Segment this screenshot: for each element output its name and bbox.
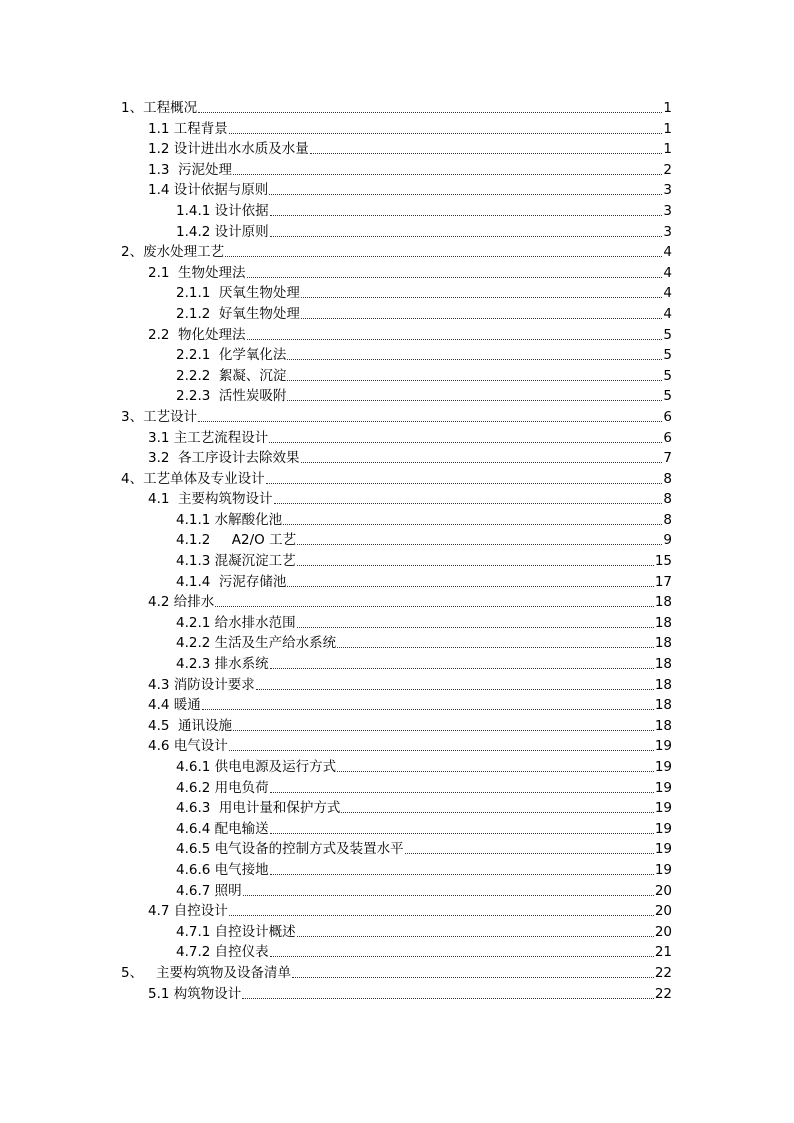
toc-entry-page-number: 21 (654, 944, 672, 961)
toc-entry-label: 2.1.1 厌氧生物处理 (176, 285, 300, 302)
dot-leader (270, 778, 654, 793)
toc-entry[interactable] (0, 798, 794, 819)
toc-entry-page-number: 1 (663, 120, 672, 137)
toc-entry[interactable] (0, 489, 794, 510)
toc-entry-page-number: 5 (663, 347, 672, 364)
toc-entry-label: 4.6.4 配电输送 (176, 820, 269, 837)
toc-entry[interactable] (0, 860, 794, 881)
toc-entry-page-number: 4 (663, 244, 672, 261)
toc-entry-label: 1.4 设计依据与原则 (148, 182, 269, 199)
toc-entry[interactable] (0, 428, 794, 449)
dot-leader (202, 695, 654, 710)
toc-entry-label: 5、 主要构筑物及设备清单 (121, 964, 291, 981)
toc-entry[interactable] (0, 407, 794, 428)
toc-entry-page-number: 19 (654, 841, 672, 858)
toc-entry[interactable] (0, 572, 794, 593)
dot-leader (198, 98, 662, 113)
toc-entry[interactable] (0, 654, 794, 675)
toc-entry-label: 2.2.2 絮凝、沉淀 (176, 367, 287, 384)
toc-entry-label: 4.1.4 污泥存储池 (176, 573, 287, 590)
toc-entry[interactable] (0, 922, 794, 943)
toc-entry[interactable] (0, 304, 794, 325)
toc-entry-page-number: 20 (654, 882, 672, 899)
toc-entry[interactable] (0, 469, 794, 490)
toc-entry[interactable] (0, 345, 794, 366)
dot-leader (247, 325, 663, 340)
dot-leader (310, 139, 663, 154)
toc-entry-page-number: 1 (663, 100, 672, 116)
toc-entry[interactable] (0, 201, 794, 222)
toc-entry[interactable] (0, 366, 794, 387)
toc-entry[interactable] (0, 592, 794, 613)
dot-leader (287, 386, 662, 401)
toc-entry-label: 1.3 污泥处理 (148, 161, 233, 178)
toc-entry[interactable] (0, 510, 794, 531)
toc-entry[interactable] (0, 119, 794, 140)
toc-entry[interactable] (0, 695, 794, 716)
toc-entry-page-number: 15 (654, 553, 672, 570)
toc-entry-label: 4.6.7 照明 (176, 882, 242, 899)
toc-entry-page-number: 5 (663, 388, 672, 405)
toc-entry[interactable] (0, 263, 794, 284)
toc-entry-page-number: 18 (654, 697, 672, 714)
dot-leader (242, 984, 654, 999)
toc-entry-label: 3、工艺设计 (121, 408, 198, 425)
dot-leader (233, 716, 654, 731)
toc-entry[interactable] (0, 633, 794, 654)
toc-entry-page-number: 4 (663, 264, 672, 281)
toc-entry-page-number: 1 (663, 141, 672, 158)
toc-entry-page-number: 19 (654, 861, 672, 878)
toc-entry[interactable] (0, 963, 794, 984)
toc-entry-page-number: 18 (654, 717, 672, 734)
toc-entry-page-number: 18 (654, 594, 672, 611)
toc-entry-page-number: 22 (654, 985, 672, 1002)
dot-leader (301, 448, 663, 463)
toc-entry-label: 4.2.3 排水系统 (176, 656, 269, 673)
toc-entry-label: 1、工程概况 (121, 100, 198, 116)
dot-leader (215, 592, 654, 607)
dot-leader (292, 963, 654, 978)
toc-entry-label: 1.2 设计进出水水质及水量 (148, 141, 309, 158)
dot-leader (287, 366, 662, 381)
toc-entry-label: 4、工艺单体及专业设计 (121, 470, 265, 487)
toc-entry[interactable] (0, 736, 794, 757)
toc-entry-label: 4.2.2 生活及生产给水系统 (176, 635, 337, 652)
toc-entry[interactable] (0, 716, 794, 737)
toc-entry[interactable] (0, 283, 794, 304)
toc-entry-page-number: 7 (663, 450, 672, 467)
dot-leader (341, 798, 653, 813)
toc-entry-page-number: 6 (663, 429, 672, 446)
toc-entry-label: 2.1 生物处理法 (148, 264, 246, 281)
toc-entry-label: 4.2 给排水 (148, 594, 215, 611)
toc-entry-label: 4.6.3 用电计量和保护方式 (176, 800, 341, 817)
dot-leader (297, 530, 662, 545)
dot-leader (266, 469, 663, 484)
toc-entry-label: 4.4 暖通 (148, 697, 201, 714)
toc-entry[interactable] (0, 386, 794, 407)
toc-entry-page-number: 18 (654, 614, 672, 631)
toc-entry-page-number: 18 (654, 656, 672, 673)
toc-entry-label: 4.2.1 给水排水范围 (176, 614, 296, 631)
toc-entry[interactable] (0, 222, 794, 243)
toc-entry[interactable] (0, 613, 794, 634)
dot-leader (405, 839, 654, 854)
toc-entry[interactable] (0, 530, 794, 551)
toc-entry-label: 4.6.1 供电电源及运行方式 (176, 759, 337, 775)
dot-leader (297, 922, 654, 937)
toc-entry-page-number: 22 (654, 964, 672, 981)
dot-leader (233, 160, 662, 175)
toc-entry-label: 4.6.5 电气设备的控制方式及装置水平 (176, 841, 404, 858)
toc-entry-label: 5.1 构筑物设计 (148, 985, 242, 1002)
toc-entry[interactable] (0, 180, 794, 201)
toc-entry-page-number: 20 (654, 903, 672, 920)
toc-entry-page-number: 5 (663, 326, 672, 343)
dot-leader (247, 263, 663, 278)
toc-entry-label: 1.4.1 设计依据 (176, 202, 269, 219)
dot-leader (198, 407, 662, 422)
toc-entry-label: 4.6 电气设计 (148, 738, 228, 755)
dot-leader (270, 222, 663, 237)
dot-leader (337, 633, 654, 648)
toc-entry-label: 4.1.1 水解酸化池 (176, 511, 283, 528)
toc-entry-label: 2.1.2 好氧生物处理 (176, 305, 300, 322)
toc-entry-label: 4.7.1 自控设计概述 (176, 923, 296, 940)
toc-entry[interactable] (0, 160, 794, 181)
dot-leader (297, 551, 654, 566)
dot-leader (287, 345, 662, 360)
toc-entry[interactable] (0, 778, 794, 799)
toc-entry-label: 2.2 物化处理法 (148, 326, 246, 343)
toc-entry-page-number: 19 (654, 779, 672, 796)
toc-entry[interactable] (0, 942, 794, 963)
dot-leader (269, 428, 662, 443)
dot-leader (283, 510, 662, 525)
toc-entry-label: 2.2.1 化学氧化法 (176, 347, 287, 364)
toc-entry-page-number: 4 (663, 305, 672, 322)
toc-entry-page-number: 19 (654, 759, 672, 775)
toc-entry-page-number: 4 (663, 285, 672, 302)
toc-entry[interactable] (0, 819, 794, 840)
dot-leader (229, 901, 654, 916)
toc-entry-page-number: 3 (663, 182, 672, 199)
toc-entry-label: 4.6.2 用电负荷 (176, 779, 269, 796)
toc-entry-label: 3.2 各工序设计去除效果 (148, 450, 300, 467)
toc-entry-page-number: 18 (654, 676, 672, 693)
dot-leader (337, 757, 654, 772)
toc-entry-label: 2、废水处理工艺 (121, 244, 225, 261)
toc-entry-page-number: 19 (654, 738, 672, 755)
dot-leader (243, 881, 654, 896)
toc-entry-page-number: 19 (654, 800, 672, 817)
dot-leader (301, 304, 662, 319)
toc-entry[interactable] (0, 757, 794, 778)
dot-leader (274, 489, 663, 504)
toc-entry-label: 4.7.2 自控仪表 (176, 944, 269, 961)
dot-leader (301, 283, 662, 298)
toc-entry-label: 4.7 自控设计 (148, 903, 228, 920)
dot-leader (270, 819, 654, 834)
toc-entry-page-number: 8 (663, 470, 672, 487)
toc-entry-label: 4.6.6 电气接地 (176, 861, 269, 878)
toc-entry-page-number: 3 (663, 202, 672, 219)
toc-entry[interactable] (0, 325, 794, 346)
toc-entry-page-number: 19 (654, 820, 672, 837)
toc-entry-page-number: 6 (663, 408, 672, 425)
toc-entry-label: 1.1 工程背景 (148, 120, 228, 137)
toc-entry-page-number: 8 (663, 511, 672, 528)
toc-entry[interactable] (0, 901, 794, 922)
toc-entry[interactable] (0, 984, 794, 1005)
dot-leader (229, 119, 663, 134)
toc-entry-page-number: 18 (654, 635, 672, 652)
toc-entry-page-number: 9 (663, 532, 672, 549)
toc-entry-label: 4.1.3 混凝沉淀工艺 (176, 553, 296, 570)
table-of-contents (0, 98, 794, 1004)
toc-entry-label: 3.1 主工艺流程设计 (148, 429, 269, 446)
toc-entry-label: 4.1 主要构筑物设计 (148, 491, 273, 508)
toc-entry-label: 2.2.3 活性炭吸附 (176, 388, 287, 405)
toc-entry-page-number: 2 (663, 161, 672, 178)
dot-leader (297, 613, 654, 628)
dot-leader (270, 654, 654, 669)
toc-entry[interactable] (0, 98, 794, 119)
toc-entry-page-number: 20 (654, 923, 672, 940)
toc-entry-page-number: 5 (663, 367, 672, 384)
toc-entry-page-number: 3 (663, 223, 672, 240)
toc-entry[interactable] (0, 139, 794, 160)
dot-leader (269, 180, 662, 195)
toc-entry-label: 4.5 通讯设施 (148, 717, 233, 734)
toc-entry[interactable] (0, 675, 794, 696)
toc-entry-label: 4.1.2 A2/O 工艺 (176, 532, 297, 549)
toc-entry-label: 4.3 消防设计要求 (148, 676, 255, 693)
dot-leader (270, 942, 654, 957)
dot-leader (287, 572, 653, 587)
toc-entry[interactable] (0, 551, 794, 572)
dot-leader (256, 675, 654, 690)
toc-entry[interactable] (0, 839, 794, 860)
dot-leader (229, 736, 654, 751)
dot-leader (225, 242, 662, 257)
toc-entry-page-number: 8 (663, 491, 672, 508)
dot-leader (270, 860, 654, 875)
toc-entry[interactable] (0, 448, 794, 469)
toc-entry[interactable] (0, 881, 794, 902)
toc-entry-page-number: 17 (654, 573, 672, 590)
toc-entry[interactable] (0, 242, 794, 263)
toc-entry-label: 1.4.2 设计原则 (176, 223, 269, 240)
dot-leader (270, 201, 663, 216)
